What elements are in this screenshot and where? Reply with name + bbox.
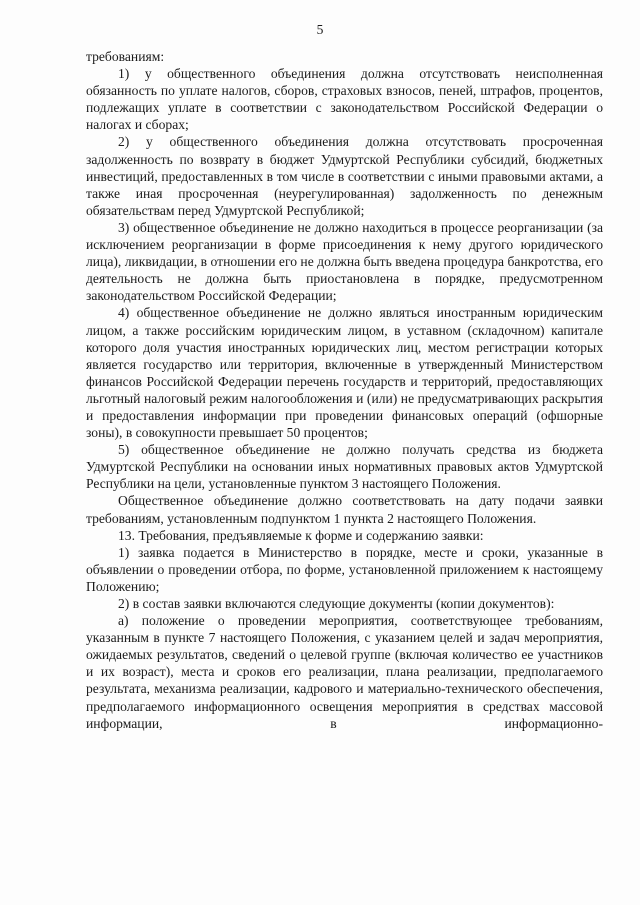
document-body [86,48,603,732]
paragraph-intro: требованиям: [86,49,165,64]
paragraph-compliance: Общественное объединение должно соответствовать на дату подачи заявки требованиям, установленным подпунктом 1 пункта 2 настоящего Положения. [86,493,603,526]
page-number: 5 [316,22,324,37]
paragraph-item-2: 2) у общественного объединения должна отсутствовать просроченная задолженность по возврату в бюджет Удмуртской Республики субсидий, бюджетных инвестиций, предоставленных в том числе в соответствии с иными правовыми актами, а также иная просроченная (неурегулированная) задолженность по денежным обязательствам перед Удмуртской Республикой; [86,134,603,218]
paragraph-item-4: 4) общественное объединение не должно являться иностранным юридическим лицом, а также российским юридическим лицом, в уставном (складочном) капитале которого доля участия иностранных юридических лиц, местом регистрации которых является государство или территория, включенные в утвержденный Министерством финансов Российской Федерации перечень государств и территорий, предоставляющих льготный налоговый режим налогообложения и (или) не предусматривающих раскрытия и предоставления информации при проведении финансовых операций (офшорные зоны), в совокупности превышает 50 процентов; [86,305,603,441]
paragraph-item-3: 3) общественное объединение не должно находиться в процессе реорганизации (за исключением реорганизации в форме присоединения к нему другого юридического лица), ликвидации, в отношении его не должна быть введена процедура банкротства, его деятельность не должна быть приостановлена в порядке, предусмотренном законодательством Российской Федерации; [86,219,603,304]
paragraph-13-item-1: 1) заявка подается в Министерство в порядке, месте и сроки, указанные в объявлении о проведении отбора, по форме, установленной приложением к настоящему Положению; [86,544,603,594]
paragraph-13-item-2: 2) в состав заявки включаются следующие документы (копии документов): [118,596,555,611]
paragraph-13-item-2a: а) положение о проведении мероприятия, соответствующее требованиям, указанным в пункте 7 настоящего Положения, с указанием целей и задач мероприятия, ожидаемых результатов, сведений о целевой группе (включая количество ее участников и их возраст), места и сроков его реализации, плана реализации, предполагаемого результата, механизма реализации, кадрового и материально-технического обеспечения, предполагаемого информационного освещения мероприятия в средствах массовой информации, в информационно- [86,613,603,731]
paragraph-section-13: 13. Требования, предъявляемые к форме и содержанию заявки: [118,527,484,543]
paragraph-item-1: 1) у общественного объединения должна отсутствовать неисполненная обязанность по уплате налогов, сборов, страховых взносов, пеней, штрафов, процентов, подлежащих уплате в соответствии с законодательством Российской Федерации о налогах и сборах; [86,66,603,133]
paragraph-item-5: 5) общественное объединение не должно получать средства из бюджета Удмуртской Республики на основании иных нормативных правовых актов Удмуртской Республики на цели, установленные пунктом 3 настоящего Положения. [86,442,603,492]
